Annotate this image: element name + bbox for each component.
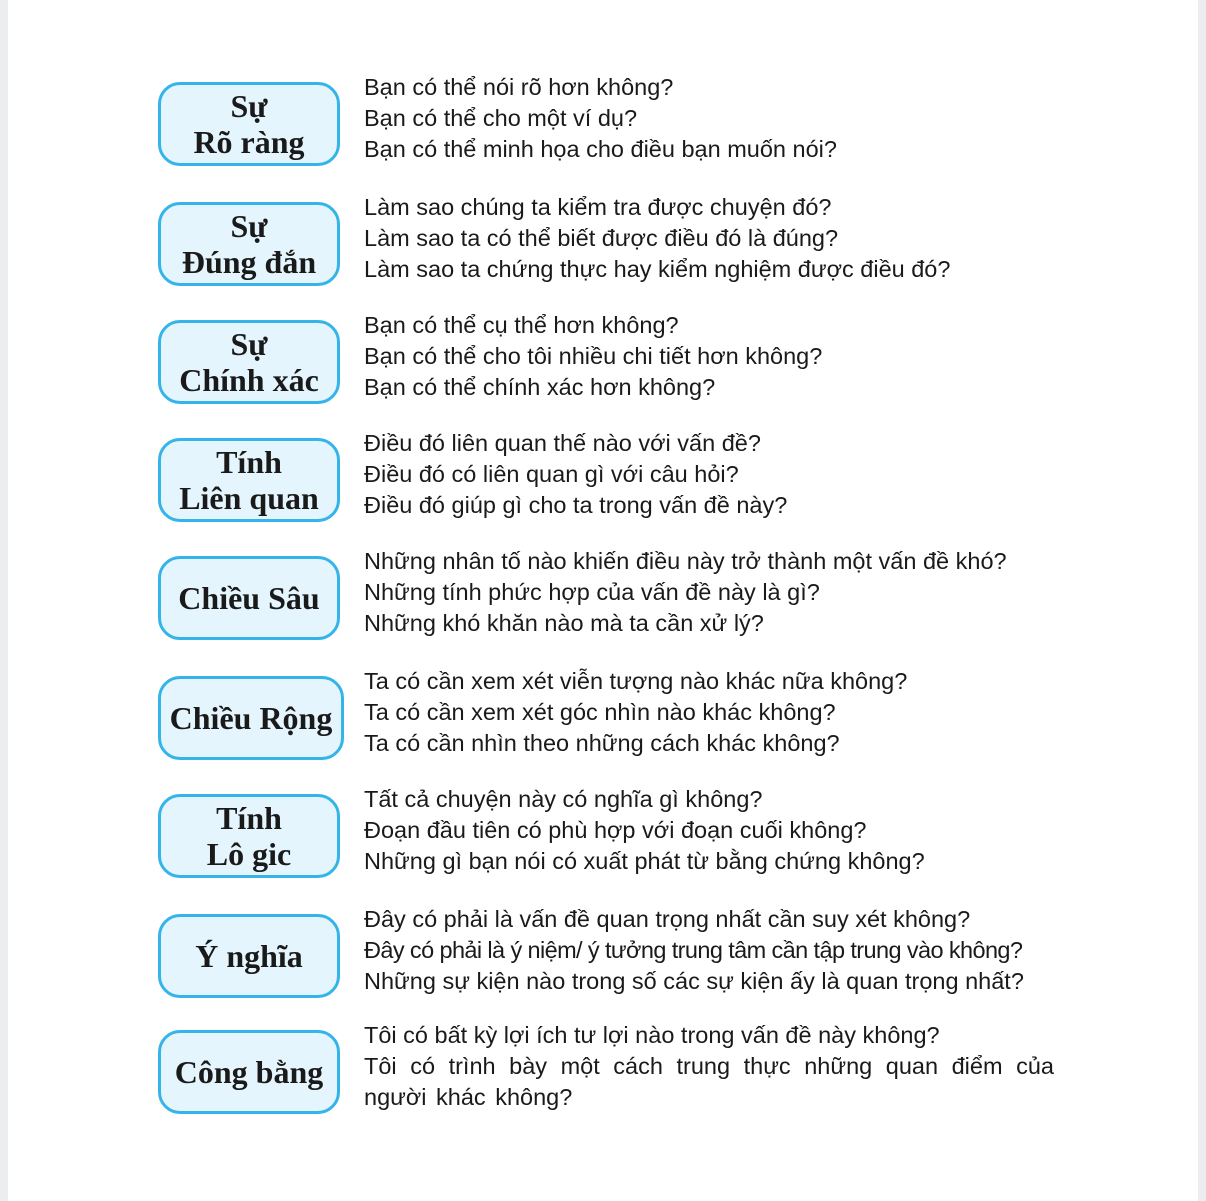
- question: Đoạn đầu tiên có phù hợp với đoạn cuối không?: [364, 817, 867, 843]
- question: Làm sao ta chứng thực hay kiểm nghiệm được điều đó?: [364, 256, 951, 282]
- criterion-label-box: [158, 82, 340, 166]
- criterion-label-box: [158, 794, 340, 878]
- question-list: [364, 1020, 1054, 1113]
- label-line: Chiều Sâu: [178, 580, 320, 616]
- label-line: Chiều Rộng: [169, 700, 333, 736]
- criterion-label-box: [158, 1030, 340, 1114]
- question-list: [364, 310, 1054, 403]
- question: Bạn có thể cho tôi nhiều chi tiết hơn không?: [364, 343, 823, 369]
- question: Bạn có thể nói rõ hơn không?: [364, 74, 674, 100]
- question: Điều đó có liên quan gì với câu hỏi?: [364, 461, 739, 487]
- question: Bạn có thể minh họa cho điều bạn muốn nói?: [364, 136, 837, 162]
- criterion-label-box: [158, 202, 340, 286]
- question: Đây có phải là ý niệm/ ý tưởng trung tâm cần tập trung vào không?: [364, 937, 1023, 963]
- question: Bạn có thể cho một ví dụ?: [364, 105, 638, 131]
- label-line: Sự: [230, 88, 268, 124]
- question: Tất cả chuyện này có nghĩa gì không?: [364, 786, 763, 812]
- question: Những tính phức hợp của vấn đề này là gì?: [364, 579, 820, 605]
- question: Những khó khăn nào mà ta cần xử lý?: [364, 610, 764, 636]
- criterion-label-box: [158, 320, 340, 404]
- question-list: [364, 904, 1054, 997]
- question: Những gì bạn nói có xuất phát từ bằng chứng không?: [364, 848, 925, 874]
- criterion-label-box: [158, 438, 340, 522]
- question: Ta có cần xem xét góc nhìn nào khác không?: [364, 699, 836, 725]
- question: Làm sao chúng ta kiểm tra được chuyện đó?: [364, 194, 832, 220]
- question: Làm sao ta có thể biết được điều đó là đúng?: [364, 225, 839, 251]
- question: Điều đó giúp gì cho ta trong vấn đề này?: [364, 492, 788, 518]
- question: Những nhân tố nào khiến điều này trở thành một vấn đề khó?: [364, 548, 1007, 574]
- question: Ta có cần nhìn theo những cách khác không?: [364, 730, 840, 756]
- label-line: Sự: [230, 208, 268, 244]
- question-list: [364, 784, 1054, 877]
- question: Ta có cần xem xét viễn tượng nào khác nữa không?: [364, 668, 908, 694]
- question: Bạn có thể cụ thể hơn không?: [364, 312, 679, 338]
- label-line: Ý nghĩa: [195, 938, 303, 974]
- question: Đây có phải là vấn đề quan trọng nhất cần suy xét không?: [364, 906, 971, 932]
- label-line: Rõ ràng: [193, 124, 305, 160]
- question-list: [364, 428, 1054, 521]
- label-line: Đúng đắn: [181, 244, 317, 280]
- criterion-label-box: [158, 914, 340, 998]
- question: Tôi có bất kỳ lợi ích tư lợi nào trong vấn đề này không?: [364, 1022, 940, 1048]
- label-line: Công bằng: [174, 1054, 324, 1090]
- label-line: Chính xác: [179, 362, 319, 398]
- criterion-label-box: [158, 556, 340, 640]
- question: Bạn có thể chính xác hơn không?: [364, 374, 716, 400]
- question: Tôi có trình bày một cách trung thực những quan điểm của người khác không?: [364, 1053, 1054, 1110]
- question-list: [364, 72, 1054, 165]
- page: [8, 0, 1198, 1201]
- question: Điều đó liên quan thế nào với vấn đề?: [364, 430, 761, 456]
- label-line: Tính: [216, 444, 282, 480]
- label-line: Sự: [230, 326, 268, 362]
- question-list: [364, 192, 1054, 285]
- label-line: Tính: [216, 800, 282, 836]
- question: Những sự kiện nào trong số các sự kiện ấy là quan trọng nhất?: [364, 968, 1024, 994]
- criterion-label-box: [158, 676, 344, 760]
- label-line: Liên quan: [179, 480, 319, 516]
- question-list: [364, 546, 1054, 639]
- question-list: [364, 666, 1054, 759]
- label-line: Lô gic: [206, 836, 292, 872]
